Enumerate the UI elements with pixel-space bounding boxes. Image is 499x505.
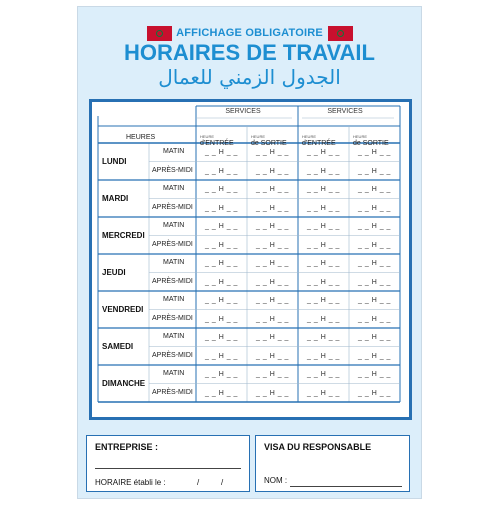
day-label: DIMANCHE xyxy=(102,379,146,388)
day-label: MARDI xyxy=(102,194,129,203)
time-slot[interactable]: _ _ H _ _ xyxy=(307,389,340,397)
morning-label: MATIN xyxy=(163,222,185,229)
time-slot[interactable]: _ _ H _ _ xyxy=(358,204,391,212)
time-slot[interactable]: _ _ H _ _ xyxy=(358,167,391,175)
time-slot[interactable]: _ _ H _ _ xyxy=(358,315,391,323)
time-slot[interactable]: _ _ H _ _ xyxy=(358,149,391,156)
time-slot[interactable]: _ _ H _ _ xyxy=(307,223,340,230)
time-slot[interactable]: _ _ H _ _ xyxy=(358,260,391,267)
visa-label: VISA DU RESPONSABLE xyxy=(264,442,372,452)
time-slot[interactable]: _ _ H _ _ xyxy=(256,204,289,212)
time-slot[interactable]: _ _ H _ _ xyxy=(256,149,289,156)
hours-header: HEURES xyxy=(126,134,156,141)
time-slot[interactable]: _ _ H _ _ xyxy=(307,334,340,341)
exit-header-1: HEURE de SORTIE xyxy=(251,134,287,147)
afternoon-label: APRÈS-MIDI xyxy=(152,240,193,248)
time-slot[interactable]: _ _ H _ _ xyxy=(205,223,238,230)
name-label: NOM : xyxy=(264,476,288,485)
time-slot[interactable]: _ _ H _ _ xyxy=(307,260,340,267)
time-slot[interactable]: _ _ H _ _ xyxy=(256,223,289,230)
subtitle: AFFICHAGE OBLIGATOIRE xyxy=(176,27,323,39)
time-slot[interactable]: _ _ H _ _ xyxy=(205,186,238,193)
time-slot[interactable]: _ _ H _ _ xyxy=(358,278,391,286)
services-header-2: SERVICES xyxy=(327,108,363,115)
arabic-title: الجدول الزمني للعمال xyxy=(158,65,341,89)
afternoon-label: APRÈS-MIDI xyxy=(152,314,193,322)
time-slot[interactable]: _ _ H _ _ xyxy=(307,315,340,323)
afternoon-label: APRÈS-MIDI xyxy=(152,166,193,174)
poster xyxy=(77,6,422,499)
time-slot[interactable]: _ _ H _ _ xyxy=(256,315,289,323)
entry-header-1: HEURE d'ENTRÉE xyxy=(200,134,234,147)
time-slot[interactable]: _ _ H _ _ xyxy=(307,241,340,249)
time-slot[interactable]: _ _ H _ _ xyxy=(358,371,391,378)
afternoon-label: APRÈS-MIDI xyxy=(152,351,193,359)
company-label: ENTREPRISE : xyxy=(95,442,159,452)
time-slot[interactable]: _ _ H _ _ xyxy=(205,241,238,249)
exit-header-2: HEURE de SORTIE xyxy=(353,134,389,147)
time-slot[interactable]: _ _ H _ _ xyxy=(358,297,391,304)
time-slot[interactable]: _ _ H _ _ xyxy=(205,315,238,323)
time-slot[interactable]: _ _ H _ _ xyxy=(256,186,289,193)
time-slot[interactable]: _ _ H _ _ xyxy=(256,260,289,267)
time-slot[interactable]: _ _ H _ _ xyxy=(205,297,238,304)
page-title: HORAIRES DE TRAVAIL xyxy=(124,40,375,65)
time-slot[interactable]: _ _ H _ _ xyxy=(307,167,340,175)
time-slot[interactable]: _ _ H _ _ xyxy=(205,260,238,267)
day-label: SAMEDI xyxy=(102,342,134,351)
company-box xyxy=(86,435,250,492)
morning-label: MATIN xyxy=(163,259,185,266)
time-slot[interactable]: _ _ H _ _ xyxy=(205,149,238,156)
time-slot[interactable]: _ _ H _ _ xyxy=(256,352,289,360)
date-separator-1: / xyxy=(197,478,200,487)
entry-header-2: HEURE d'ENTRÉE xyxy=(302,134,336,147)
visa-box xyxy=(255,435,410,492)
time-slot[interactable]: _ _ H _ _ xyxy=(307,371,340,378)
name-line[interactable] xyxy=(290,486,402,487)
morning-label: MATIN xyxy=(163,148,185,155)
date-separator-2: / xyxy=(221,478,224,487)
time-slot[interactable]: _ _ H _ _ xyxy=(307,352,340,360)
time-slot[interactable]: _ _ H _ _ xyxy=(358,241,391,249)
morning-label: MATIN xyxy=(163,185,185,192)
schedule-date-label: HORAIRE établi le : xyxy=(95,478,166,487)
time-slot[interactable]: _ _ H _ _ xyxy=(358,223,391,230)
day-label: JEUDI xyxy=(102,268,126,277)
day-label: VENDREDI xyxy=(102,305,144,314)
time-slot[interactable]: _ _ H _ _ xyxy=(307,149,340,156)
time-slot[interactable]: _ _ H _ _ xyxy=(205,204,238,212)
morning-label: MATIN xyxy=(163,296,185,303)
time-slot[interactable]: _ _ H _ _ xyxy=(205,389,238,397)
time-slot[interactable]: _ _ H _ _ xyxy=(256,334,289,341)
services-header-1: SERVICES xyxy=(225,108,261,115)
time-slot[interactable]: _ _ H _ _ xyxy=(256,241,289,249)
time-slot[interactable]: _ _ H _ _ xyxy=(307,278,340,286)
time-slot[interactable]: _ _ H _ _ xyxy=(307,186,340,193)
time-slot[interactable]: _ _ H _ _ xyxy=(205,167,238,175)
time-slot[interactable]: _ _ H _ _ xyxy=(256,297,289,304)
time-slot[interactable]: _ _ H _ _ xyxy=(256,278,289,286)
time-slot[interactable]: _ _ H _ _ xyxy=(358,334,391,341)
morning-label: MATIN xyxy=(163,370,185,377)
time-slot[interactable]: _ _ H _ _ xyxy=(205,278,238,286)
afternoon-label: APRÈS-MIDI xyxy=(152,203,193,211)
time-slot[interactable]: _ _ H _ _ xyxy=(358,389,391,397)
schedule-table xyxy=(89,99,412,420)
afternoon-label: APRÈS-MIDI xyxy=(152,277,193,285)
day-label: LUNDI xyxy=(102,157,127,166)
time-slot[interactable]: _ _ H _ _ xyxy=(256,389,289,397)
morning-label: MATIN xyxy=(163,333,185,340)
time-slot[interactable]: _ _ H _ _ xyxy=(256,371,289,378)
day-label: MERCREDI xyxy=(102,231,145,240)
time-slot[interactable]: _ _ H _ _ xyxy=(205,352,238,360)
afternoon-label: APRÈS-MIDI xyxy=(152,388,193,396)
time-slot[interactable]: _ _ H _ _ xyxy=(307,204,340,212)
time-slot[interactable]: _ _ H _ _ xyxy=(256,167,289,175)
time-slot[interactable]: _ _ H _ _ xyxy=(358,186,391,193)
time-slot[interactable]: _ _ H _ _ xyxy=(307,297,340,304)
time-slot[interactable]: _ _ H _ _ xyxy=(205,334,238,341)
time-slot[interactable]: _ _ H _ _ xyxy=(205,371,238,378)
company-line[interactable] xyxy=(95,468,241,469)
time-slot[interactable]: _ _ H _ _ xyxy=(358,352,391,360)
